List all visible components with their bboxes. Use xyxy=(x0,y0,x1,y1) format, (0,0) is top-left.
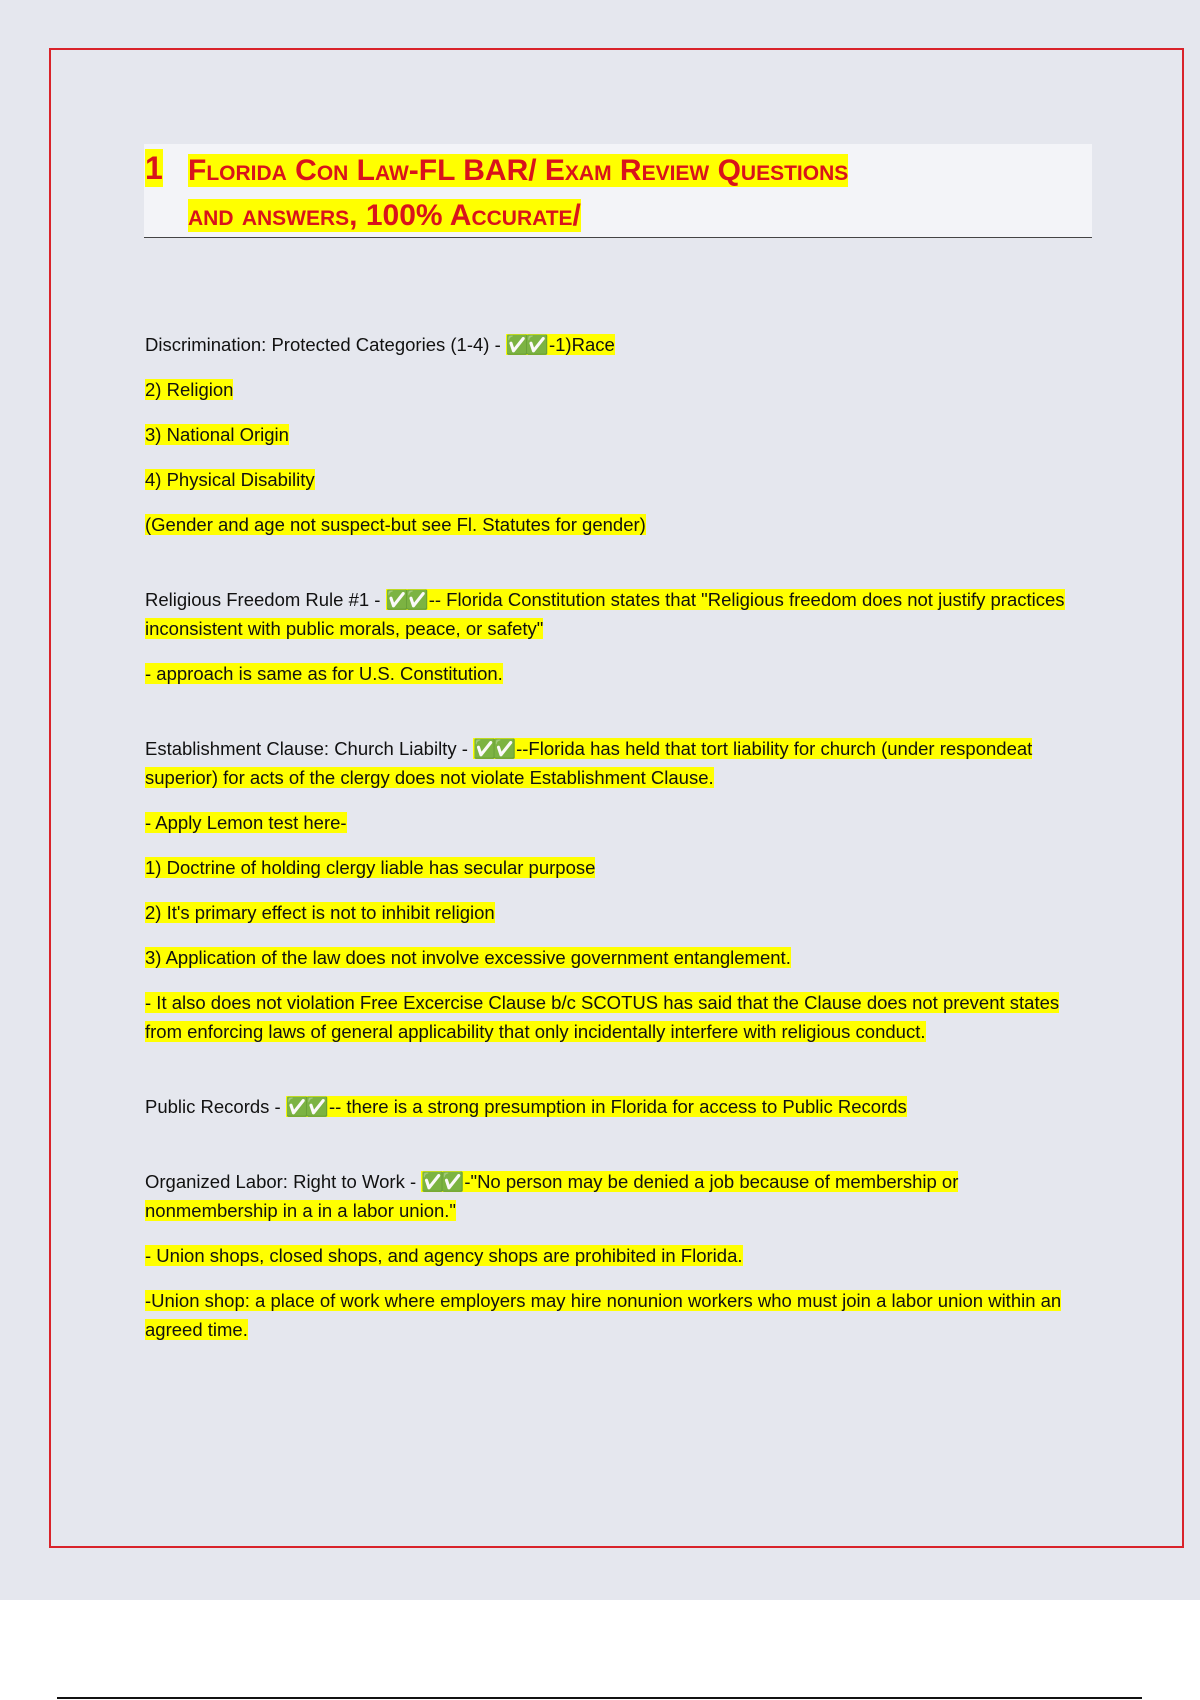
answer-line: 4) Physical Disability xyxy=(145,469,315,490)
question-term: Discrimination: Protected Categories (1-4) - xyxy=(145,334,506,355)
answer-line: (Gender and age not suspect-but see Fl. Statutes for gender) xyxy=(145,514,646,535)
question-list xyxy=(145,330,1095,1344)
double-check-icon: ✅✅ xyxy=(285,1096,326,1117)
answer-line: -Union shop: a place of work where employers may hire nonunion workers who must join a labor union within an agreed time. xyxy=(145,1290,1062,1340)
answer-line: 3) Application of the law does not involve excessive government entanglement. xyxy=(145,947,791,968)
question-item xyxy=(145,734,1095,792)
answer-first: -- there is a strong presumption in Florida for access to Public Records xyxy=(328,1096,907,1117)
question-term: Organized Labor: Right to Work - xyxy=(145,1171,422,1192)
question-item xyxy=(145,330,1095,359)
double-check-icon: ✅✅ xyxy=(473,738,514,759)
answer-line: - approach is same as for U.S. Constitution. xyxy=(145,663,503,684)
answer-first: -1)Race xyxy=(548,334,615,355)
question-item xyxy=(145,585,1095,643)
answer-line: - Union shops, closed shops, and agency shops are prohibited in Florida. xyxy=(145,1245,743,1266)
question-item xyxy=(145,1092,1095,1121)
double-check-icon: ✅✅ xyxy=(385,589,426,610)
answer-line: 3) National Origin xyxy=(145,424,289,445)
answer-first: --Florida has held that tort liability for church (under respondeat superior) for acts of the clergy does not violate Establishment Clause. xyxy=(145,738,1033,788)
heading-number: 1 xyxy=(145,150,163,186)
question-term: Establishment Clause: Church Liabilty - xyxy=(145,738,474,759)
document-heading xyxy=(144,144,1092,238)
answer-text xyxy=(506,334,615,355)
answer-line: 2) Religion xyxy=(145,379,234,400)
answer-line: - Apply Lemon test here- xyxy=(145,812,347,833)
answer-line: - It also does not violation Free Excercise Clause b/c SCOTUS has said that the Clause does not prevent states from enforcing laws of general applicability that only incidentally interfere with religious conduct. xyxy=(145,992,1060,1042)
double-check-icon: ✅✅ xyxy=(421,1171,462,1192)
question-term: Religious Freedom Rule #1 - xyxy=(145,589,386,610)
double-check-icon: ✅✅ xyxy=(505,334,546,355)
answer-line: 2) It's primary effect is not to inhibit religion xyxy=(145,902,495,923)
footer-divider xyxy=(57,1697,1142,1699)
page-title xyxy=(188,148,1078,238)
question-item xyxy=(145,1167,1095,1225)
answer-line: 1) Doctrine of holding clergy liable has secular purpose xyxy=(145,857,596,878)
title-line-2: and answers, 100% Accurate/ xyxy=(188,199,581,232)
title-line-1: Florida Con Law-FL BAR/ Exam Review Questions xyxy=(188,154,849,187)
answer-first: -"No person may be denied a job because of membership or nonmembership in a in a labor union." xyxy=(145,1171,959,1221)
answer-first: -- Florida Constitution states that "Religious freedom does not justify practices inconsistent with public morals, peace, or safety" xyxy=(145,589,1065,639)
answer-text xyxy=(286,1096,907,1117)
question-term: Public Records - xyxy=(145,1096,286,1117)
